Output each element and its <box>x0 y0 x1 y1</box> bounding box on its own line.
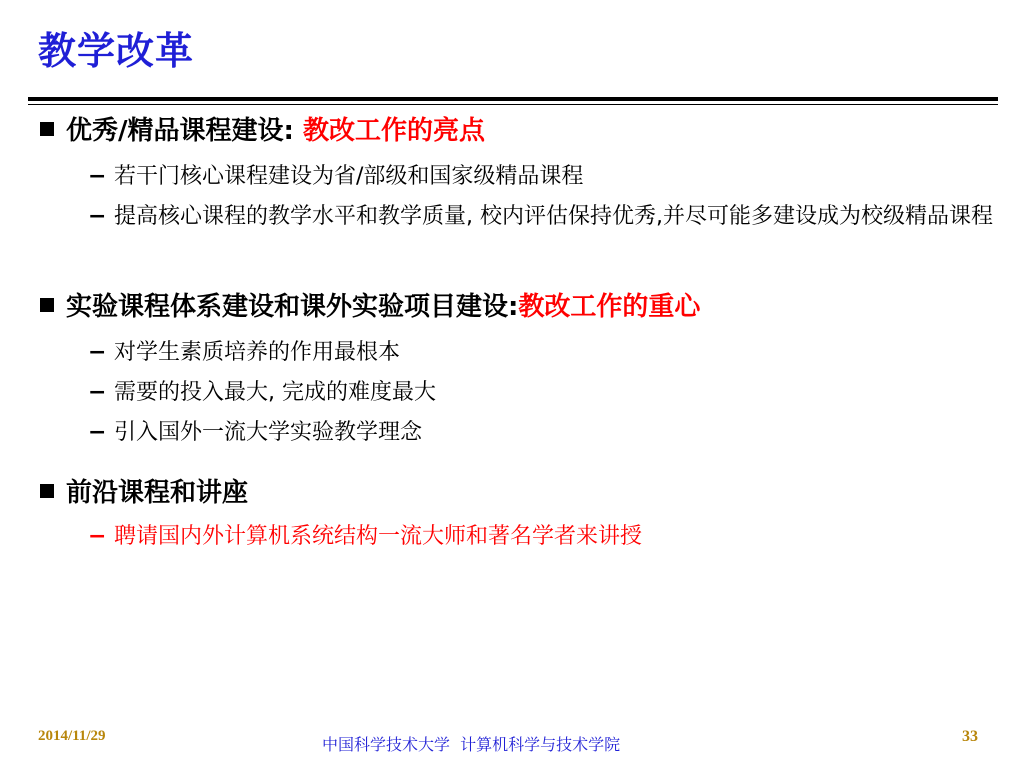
dash-bullet-icon: − <box>88 164 107 189</box>
list-item <box>88 522 998 552</box>
section-heading-lab-courses <box>40 290 700 324</box>
list-item-text: 引入国外一流大学实验教学理念 <box>114 420 423 445</box>
dash-bullet-icon: − <box>88 420 107 445</box>
list-item-text: 需要的投入最大, 完成的难度最大 <box>114 380 436 405</box>
section-heading-frontier-courses <box>40 476 248 510</box>
footer-institution: 中国科学技术大学 计算机科学与技术学院 <box>322 735 621 754</box>
list-item-text: 若干门核心课程建设为省/部级和国家级精品课程 <box>114 164 584 189</box>
dash-bullet-icon: − <box>88 380 107 405</box>
square-bullet-icon <box>40 484 54 498</box>
section-heading-text: 优秀/精品课程建设: <box>66 116 303 146</box>
list-item-text: 聘请国内外计算机系统结构一流大师和著名学者来讲授 <box>114 524 643 549</box>
list-item <box>88 202 998 232</box>
section-heading-quality-courses <box>40 114 485 148</box>
list-item <box>88 162 998 192</box>
square-bullet-icon <box>40 122 54 136</box>
dash-bullet-icon: − <box>88 204 107 229</box>
footer-date: 2014/11/29 <box>38 728 106 744</box>
square-bullet-icon <box>40 298 54 312</box>
list-item-text: 提高核心课程的教学水平和教学质量, 校内评估保持优秀,并尽可能多建设成为校级精品课程 <box>114 204 993 229</box>
list-item <box>88 338 998 368</box>
slide-title: 教学改革 <box>38 29 195 73</box>
title-divider-thick <box>28 97 998 101</box>
section-highlight: 教改工作的重心 <box>518 292 701 322</box>
footer-page-number: 33 <box>962 728 978 745</box>
title-divider-thin <box>28 104 998 105</box>
list-item <box>88 418 998 448</box>
section-heading-text: 前沿课程和讲座 <box>66 478 249 508</box>
list-item-text: 对学生素质培养的作用最根本 <box>114 340 401 365</box>
list-item <box>88 378 998 408</box>
dash-bullet-icon: − <box>88 340 107 365</box>
dash-bullet-icon: − <box>88 524 107 549</box>
section-heading-text: 实验课程体系建设和课外实验项目建设: <box>66 292 519 322</box>
section-highlight: 教改工作的亮点 <box>302 116 485 146</box>
